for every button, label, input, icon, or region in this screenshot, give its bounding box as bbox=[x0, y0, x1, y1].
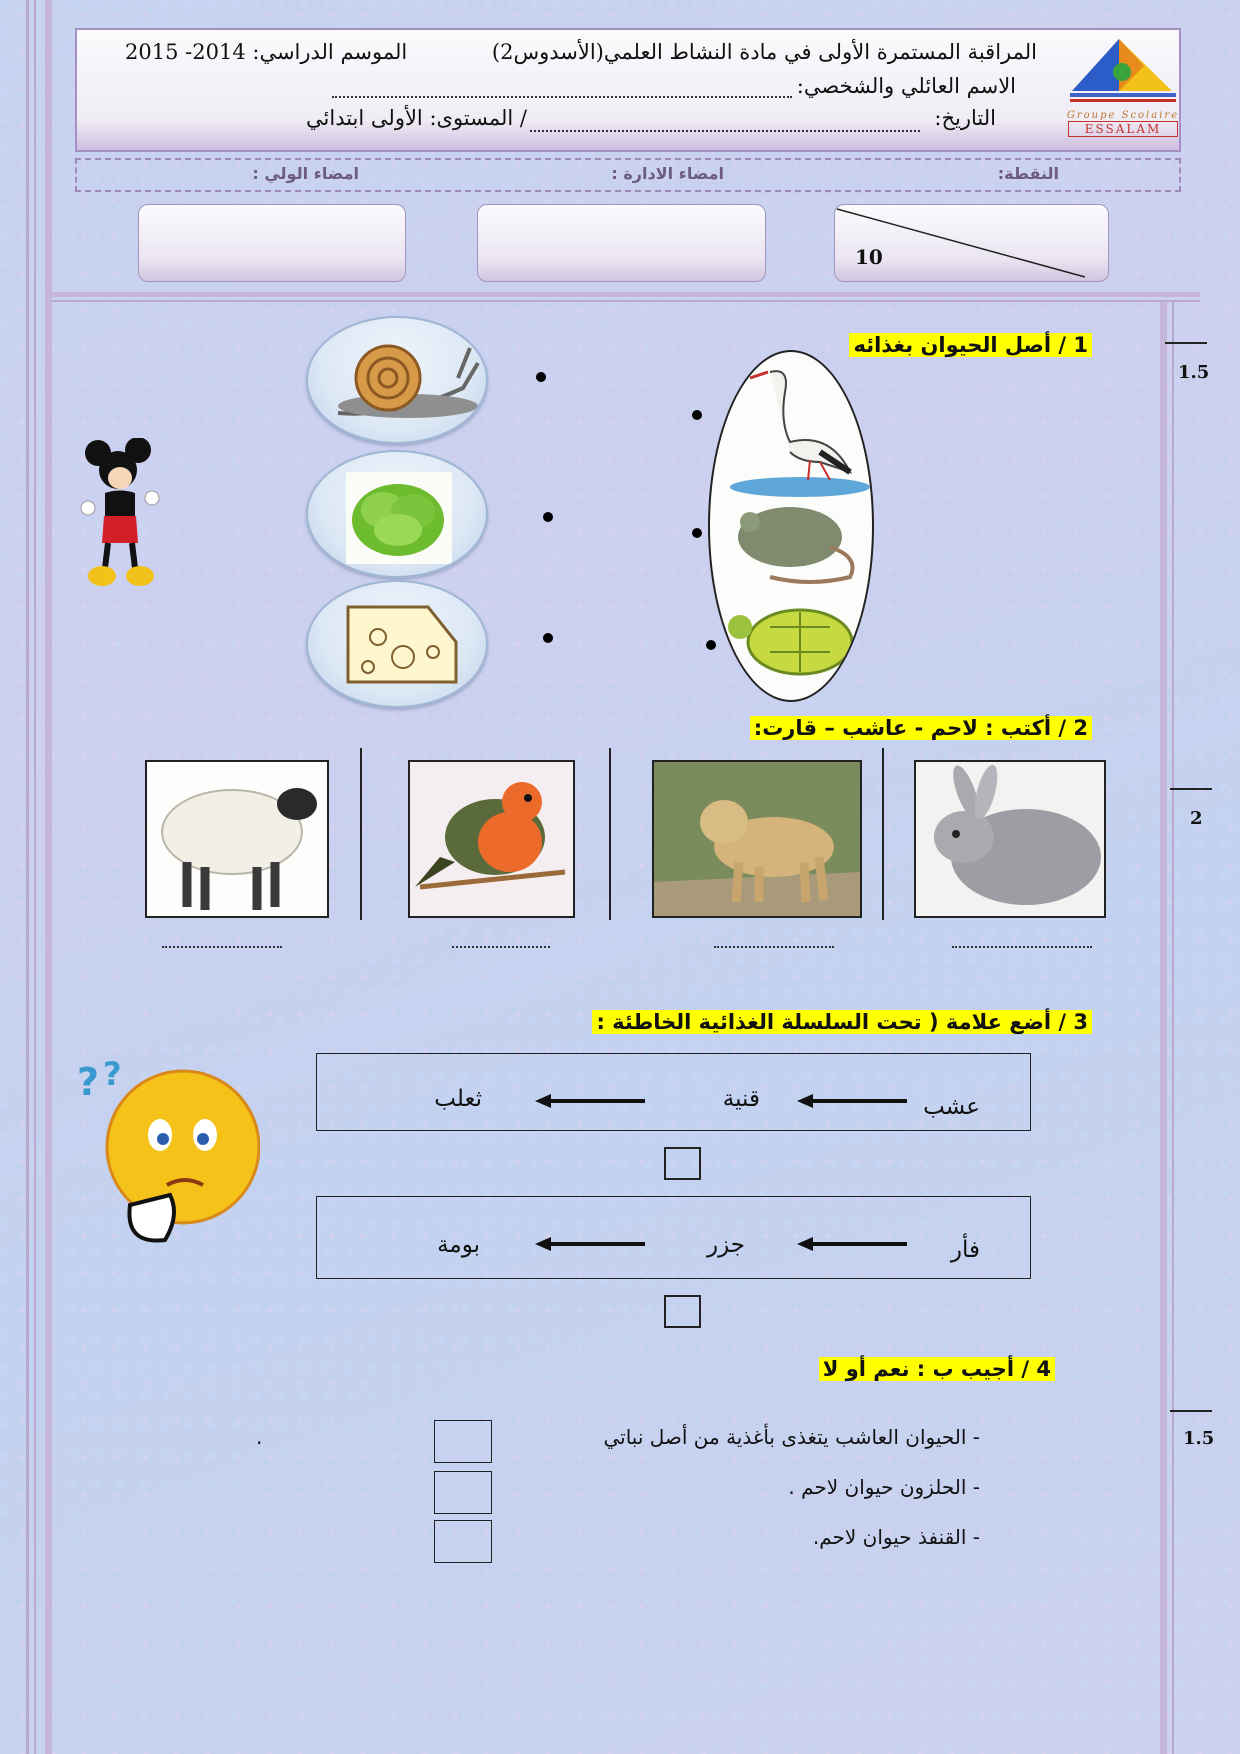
parent-signature-box[interactable] bbox=[138, 204, 406, 282]
snail-icon bbox=[308, 318, 488, 444]
photo-rabbit bbox=[914, 760, 1106, 918]
animal-dot-3[interactable] bbox=[706, 640, 716, 650]
arrow-left-icon bbox=[535, 1094, 645, 1108]
rabbit-icon bbox=[916, 762, 1104, 916]
answer-line-robin[interactable] bbox=[452, 946, 550, 948]
q4-mark: 1.5 bbox=[1183, 1428, 1215, 1449]
food-dot-3[interactable] bbox=[543, 633, 553, 643]
food-snail bbox=[306, 316, 488, 444]
grade-slash bbox=[835, 205, 1110, 283]
sheep-icon bbox=[147, 762, 327, 916]
exam-title: المراقبة المستمرة الأولى في مادة النشاط العلمي(الأسدوس2) bbox=[491, 40, 1037, 64]
q3-title: 3 / أضع علامة ( تحت السلسلة الغذائية الخاطئة : bbox=[592, 1010, 1092, 1034]
answer-line-sheep[interactable] bbox=[162, 946, 282, 948]
header-panel bbox=[75, 28, 1181, 152]
admin-signature-label: امضاء الادارة : bbox=[611, 164, 724, 183]
column-separator bbox=[609, 748, 611, 920]
food-dot-1[interactable] bbox=[536, 372, 546, 382]
name-label: الاسم العائلي والشخصي: bbox=[796, 74, 1016, 98]
animals-ellipse bbox=[708, 350, 874, 702]
pyramid-logo-icon bbox=[1064, 36, 1182, 106]
food-chain-1 bbox=[316, 1053, 1031, 1131]
q1-title: 1 / أصل الحيوان بغذائه bbox=[849, 333, 1092, 357]
thinking-face-icon bbox=[75, 1055, 260, 1255]
lioness-icon bbox=[654, 762, 860, 916]
lettuce-icon bbox=[308, 452, 488, 578]
chain2-word-2: جزر bbox=[706, 1232, 745, 1258]
logo-text: ESSALAM bbox=[1068, 121, 1178, 137]
chain1-checkbox[interactable] bbox=[664, 1147, 701, 1180]
q2-mark: 2 bbox=[1190, 808, 1203, 829]
mouse-icon bbox=[738, 507, 853, 582]
column-separator bbox=[882, 748, 884, 920]
chain2-word-1: فأر bbox=[950, 1237, 980, 1263]
mark-divider bbox=[1170, 788, 1212, 790]
mark-divider bbox=[1170, 1410, 1212, 1412]
q4-trailing-dot: . bbox=[256, 1425, 263, 1449]
mark-divider bbox=[1165, 342, 1207, 344]
photo-robin bbox=[408, 760, 575, 918]
cheese-icon bbox=[308, 582, 488, 708]
chain1-word-2: قنية bbox=[722, 1086, 760, 1112]
answer-line-lioness[interactable] bbox=[714, 946, 834, 948]
q4-title: 4 / أجيب ب : نعم أو لا bbox=[819, 1357, 1055, 1381]
chain2-word-3: بومة bbox=[437, 1232, 480, 1258]
q4-statement-3: - القنفذ حيوان لاحم. bbox=[812, 1525, 980, 1549]
q4-answer-box-3[interactable] bbox=[434, 1520, 492, 1563]
arrow-left-icon bbox=[797, 1094, 907, 1108]
chain1-word-1: عشب bbox=[923, 1094, 980, 1120]
parent-signature-label: امضاء الولي : bbox=[252, 164, 359, 183]
season-label: الموسم الدراسي: 2014- 2015 bbox=[125, 40, 408, 64]
svg-text:?: ? bbox=[103, 1055, 122, 1093]
animal-dot-2[interactable] bbox=[692, 528, 702, 538]
animal-dot-1[interactable] bbox=[692, 410, 702, 420]
level-label: / المستوى: الأولى ابتدائي bbox=[306, 106, 527, 130]
chain1-word-3: ثعلب bbox=[434, 1086, 482, 1112]
logo-subtitle: Groupe Scolaire bbox=[1066, 110, 1180, 121]
stork-icon bbox=[730, 371, 870, 497]
school-logo bbox=[1064, 36, 1182, 136]
q1-mark: 1.5 bbox=[1178, 362, 1210, 383]
food-chain-2 bbox=[316, 1196, 1031, 1279]
svg-text:?: ? bbox=[77, 1060, 100, 1104]
signature-strip bbox=[75, 158, 1181, 192]
grade-label: النقطة: bbox=[997, 164, 1059, 183]
answer-line-rabbit[interactable] bbox=[952, 946, 1092, 948]
column-separator bbox=[360, 748, 362, 920]
food-dot-2[interactable] bbox=[543, 512, 553, 522]
q4-answer-box-1[interactable] bbox=[434, 1420, 492, 1463]
mickey-mouse-icon bbox=[80, 438, 160, 590]
chain2-checkbox[interactable] bbox=[664, 1295, 701, 1328]
admin-signature-box[interactable] bbox=[477, 204, 766, 282]
date-label: التاريخ: bbox=[934, 106, 996, 130]
name-dots[interactable] bbox=[332, 96, 792, 98]
robin-icon bbox=[410, 762, 573, 916]
grade-max: 10 bbox=[855, 245, 883, 269]
q4-answer-box-2[interactable] bbox=[434, 1471, 492, 1514]
q4-statement-2: - الحلزون حيوان لاحم . bbox=[788, 1475, 980, 1499]
animals-group bbox=[710, 352, 874, 702]
arrow-left-icon bbox=[797, 1237, 907, 1251]
photo-sheep bbox=[145, 760, 329, 918]
q4-statement-1: - الحيوان العاشب يتغذى بأغذية من أصل نباتي bbox=[603, 1425, 980, 1449]
turtle-icon bbox=[728, 610, 852, 674]
food-cheese bbox=[306, 580, 488, 708]
q2-title: 2 / أكتب : لاحم - عاشب – قارت: bbox=[750, 716, 1092, 740]
date-dots[interactable] bbox=[530, 130, 920, 132]
photo-lioness bbox=[652, 760, 862, 918]
food-lettuce bbox=[306, 450, 488, 578]
arrow-left-icon bbox=[535, 1237, 645, 1251]
grade-box[interactable] bbox=[834, 204, 1109, 282]
